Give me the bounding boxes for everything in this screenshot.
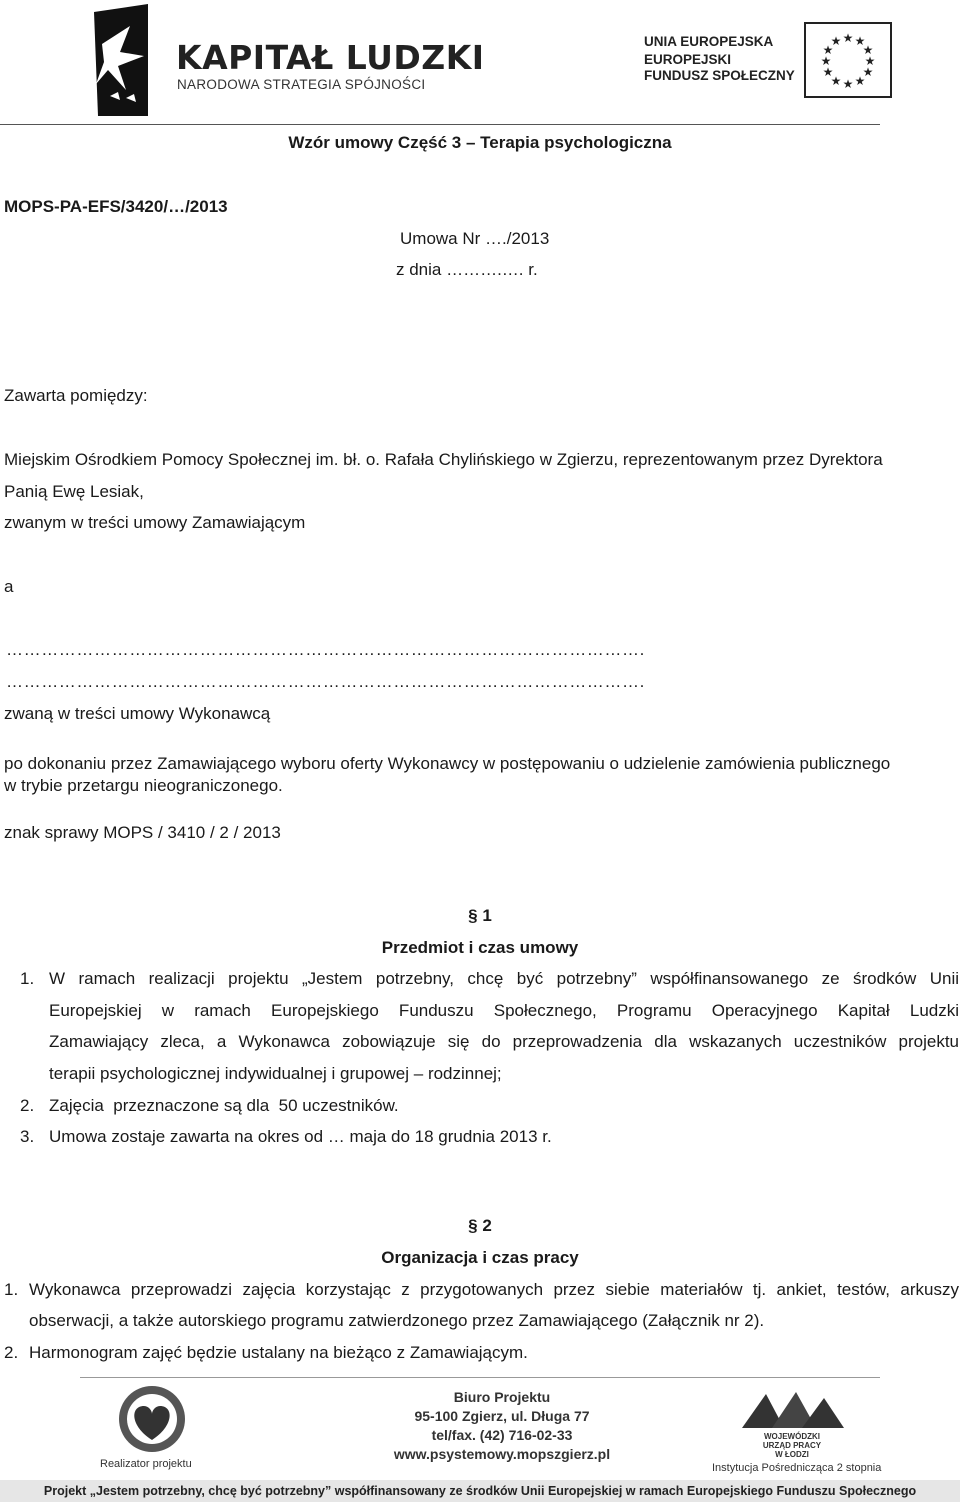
eu-flag-icon [804, 22, 892, 98]
ue-line3: FUNDUSZ SPOŁECZNY [644, 68, 795, 83]
svg-text:★: ★ [830, 34, 842, 48]
svg-text:★: ★ [822, 65, 834, 79]
reference-number: MOPS-PA-EFS/3420/…/2013 [4, 197, 228, 216]
list-number: 2. [4, 1343, 19, 1362]
wup-line3: W ŁODZI [775, 1450, 809, 1459]
and-text: a [4, 577, 14, 596]
list-item-line: Zajęcia przeznaczone są dla 50 uczestników. [49, 1096, 399, 1115]
realizator-caption: Realizator projektu [100, 1458, 192, 1470]
header-rule [0, 124, 880, 125]
section1-number: § 1 [468, 906, 492, 925]
list-item-line: W ramach realizacji projektu „Jestem potrzebny, chcę być potrzebny” współfinansowanego ze środków Unii [49, 969, 959, 988]
list-item-line: obserwacji, a także autorskiego programu zatwierdzonego przez Zamawiającego (Załącznik nr 2). [29, 1311, 765, 1330]
footer-project-line: Projekt „Jestem potrzebny, chcę być potrzebny” współfinansowany ze środków Unii Europejskiej w ramach Europejskiego Funduszu Społecznego [43, 1484, 917, 1498]
party2-placeholder-line1: ………………………………………………………………………………………………. [6, 640, 645, 659]
list-item-line: Europejskiej w ramach Europejskiego Funduszu Społecznego, Programu Operacyjnego Kapitał Ludzki [49, 1001, 959, 1020]
list-item-line: Wykonawca przeprowadzi zajęcia korzystając z przygotowanych przez siebie materiałów tj. ankiet, testów, arkuszy [29, 1280, 959, 1299]
list-number: 3. [20, 1127, 35, 1146]
list-number: 1. [20, 969, 35, 988]
section2-number: § 2 [468, 1216, 492, 1235]
list-number: 2. [20, 1096, 35, 1115]
svg-text:★: ★ [830, 74, 842, 88]
ue-line2: EUROPEJSKI [644, 52, 732, 67]
case-sign: znak sprawy MOPS / 3410 / 2 / 2013 [4, 823, 281, 842]
wup-line1: WOJEWÓDZKI [764, 1432, 820, 1441]
wup-logo [712, 1388, 882, 1478]
heart-emblem-icon [104, 1384, 200, 1454]
footer-rule [80, 1377, 880, 1378]
section2-heading: Organizacja i czas pracy [381, 1248, 579, 1267]
contract-number: Umowa Nr …./2013 [400, 229, 550, 248]
office-line2: 95-100 Zgierz, ul. Długa 77 [414, 1408, 590, 1424]
svg-text:★: ★ [862, 43, 874, 57]
list-item-line: Umowa zostaje zawarta na okres od … maja do 18 grudnia 2013 r. [49, 1127, 552, 1146]
contract-date: z dnia ……….…. r. [396, 260, 538, 279]
ue-line1: UNIA EUROPEJSKA [644, 34, 774, 49]
party1-line3: zwanym w treści umowy Zamawiającym [4, 513, 306, 532]
list-item-line: Zamawiający zleca, a Wykonawca zobowiązuje się do przeprowadzenia dla wskazanych uczestników projektu [49, 1032, 959, 1051]
svg-text:★: ★ [820, 54, 832, 68]
realizator-logo [98, 1384, 208, 1476]
eu-logo [640, 22, 890, 102]
office-line4: www.psystemowy.mopszgierz.pl [393, 1446, 611, 1462]
concluded-between: Zawarta pomiędzy: [4, 386, 148, 405]
svg-text:★: ★ [842, 77, 854, 91]
intro-line2: w trybie przetargu nieograniczonego. [4, 776, 283, 795]
party1-line1: Miejskim Ośrodkiem Pomocy Społecznej im. bł. o. Rafała Chylińskiego w Zgierzu, reprezentowanym przez Dyrektora [4, 450, 883, 469]
list-item-line: terapii psychologicznej indywidualnej i grupowej – rodzinnej; [49, 1064, 502, 1083]
wup-caption: Instytucja Pośrednicząca 2 stopnia [712, 1462, 882, 1474]
kapital-ludzki-emblem-icon [90, 4, 152, 116]
party2-called: zwaną w treści umowy Wykonawcą [4, 704, 271, 723]
svg-text:★: ★ [854, 74, 866, 88]
office-line1: Biuro Projektu [453, 1389, 551, 1405]
svg-text:★: ★ [822, 43, 834, 57]
kapital-ludzki-logo [90, 4, 485, 116]
document-title: Wzór umowy Część 3 – Terapia psychologiczna [288, 133, 672, 152]
svg-text:★: ★ [842, 31, 854, 45]
wup-line2: URZĄD PRACY [762, 1441, 822, 1450]
list-item-line: Harmonogram zajęć będzie ustalany na bieżąco z Zamawiającym. [29, 1343, 528, 1362]
kl-title: KAPITAŁ LUDZKI [176, 38, 485, 77]
intro-line1: po dokonaniu przez Zamawiającego wyboru oferty Wykonawcy w postępowaniu o udzielenie zamówienia publicznego [4, 754, 891, 773]
kl-subtitle: NARODOWA STRATEGIA SPÓJNOŚCI [177, 77, 426, 92]
party1-line2: Panią Ewę Lesiak, [4, 482, 144, 501]
list-number: 1. [4, 1280, 19, 1299]
svg-text:★: ★ [862, 65, 874, 79]
project-office [392, 1388, 612, 1464]
svg-text:★: ★ [854, 34, 866, 48]
section1-heading: Przedmiot i czas umowy [381, 938, 579, 957]
office-line3: tel/fax. (42) 716-02-33 [431, 1427, 573, 1443]
wup-emblem-icon [738, 1388, 848, 1432]
party2-placeholder-line2: ………………………………………………………………………………………………. [6, 672, 645, 691]
svg-text:★: ★ [864, 54, 876, 68]
